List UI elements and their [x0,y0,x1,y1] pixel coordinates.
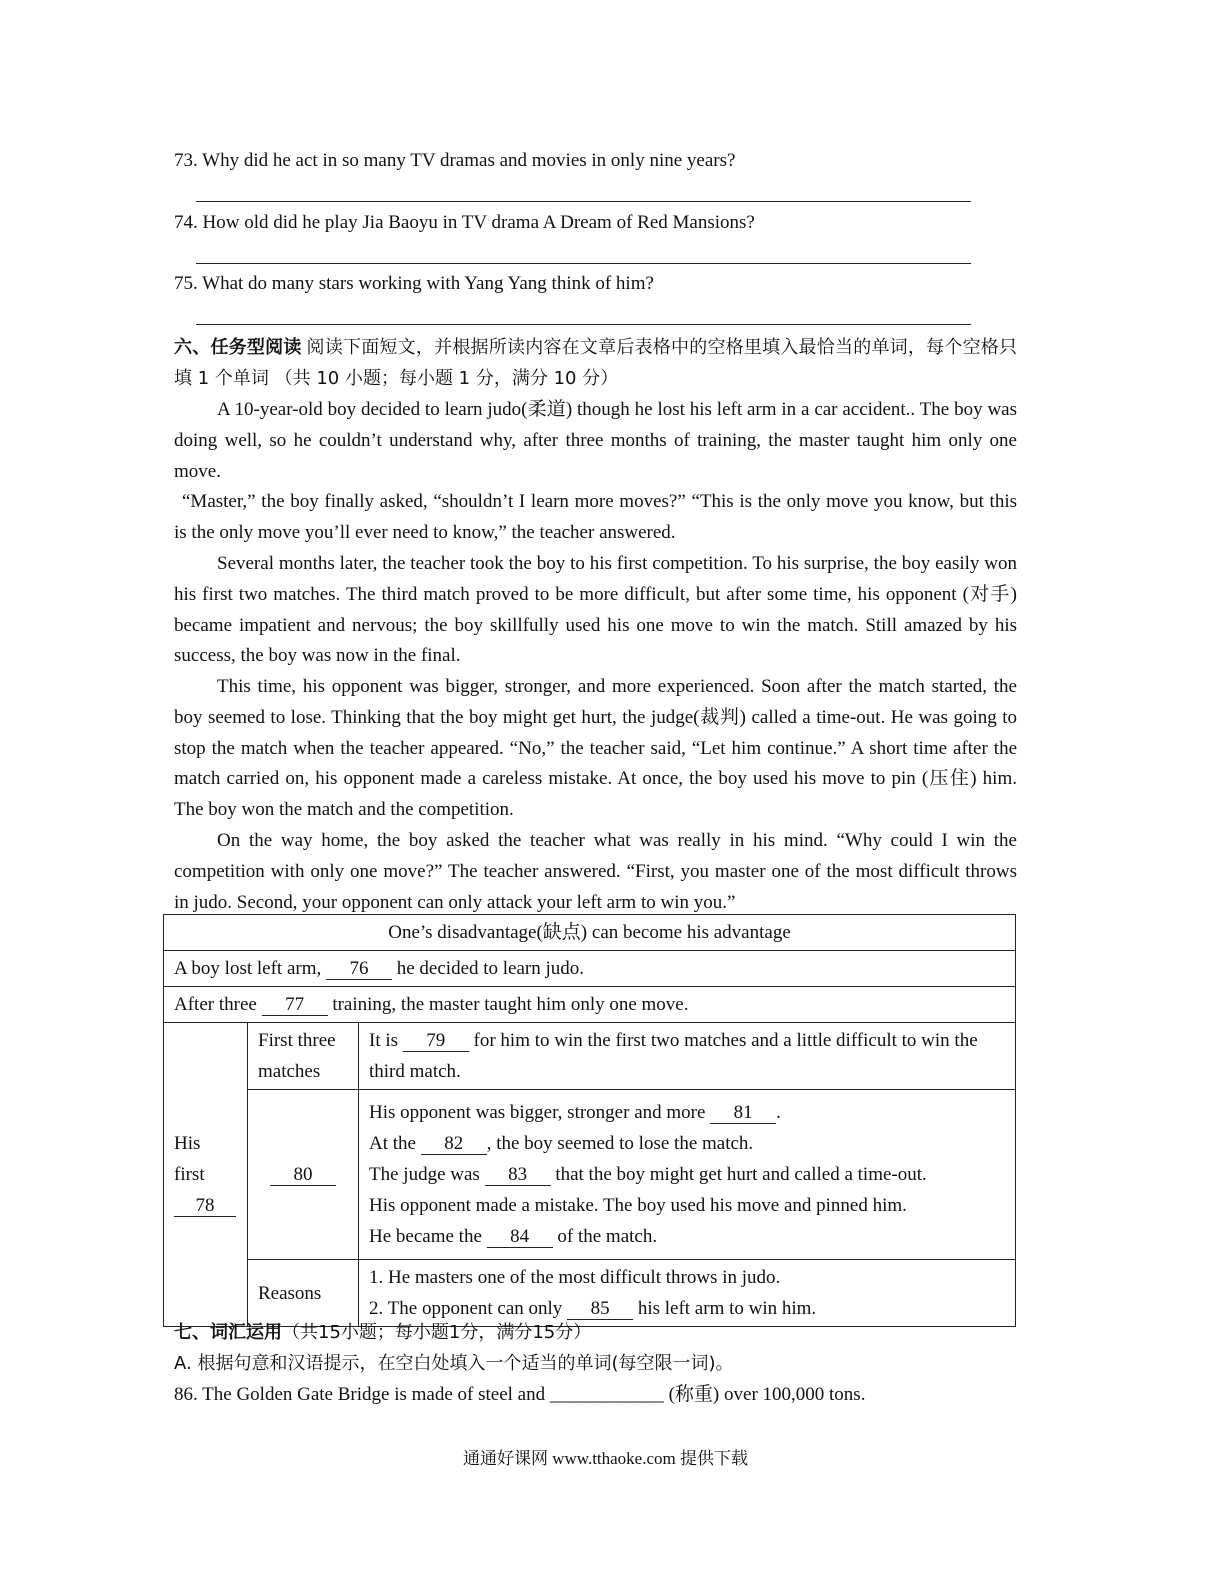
first-three-matches-cell [248,1023,359,1090]
blank-85[interactable]: 85 [567,1299,633,1320]
blank-76[interactable]: 76 [326,959,392,980]
table-header-row [164,915,1016,951]
blank-80[interactable]: 80 [270,1165,336,1186]
question-74: 74. How old did he play Jia Baoyu in TV drama A Dream of Red Mansions? [174,212,755,233]
q86-blank[interactable]: ____________ [549,1384,664,1405]
task-table [163,914,1016,1327]
his-first-cell [164,1023,248,1327]
passage-paragraph-1: A 10-year-old boy decided to learn judo(柔道) though he lost his left arm in a car accident.. The boy was doing well, so he couldn’t understand why, after three months of training, the master taught him only one move. [174,399,1017,482]
line-82-pre: At the [369,1133,416,1154]
line-84-pre: He became the [369,1226,482,1247]
final-line-82 [369,1128,1005,1159]
table-row [164,987,1016,1023]
section-6-instruction: 阅读下面短文，并根据所读内容在文章后表格中的空格里填入最恰当的单词，每个空格只填 1 个单词 （共 10 小题；每小题 1 分，满分 10 分） [174,337,1018,389]
first-three-label: First three [258,1030,336,1051]
passage-paragraph-3: Several months later, the teacher took the boy to his first competition. To his surprise, the boy easily won his first two matches. The third match proved to be more difficult, but after some time, his opponent (对手) became impatient and nervous; the boy skillfully used his one move to win the match. Still amazed by his success, the boy was now in the final. [174,553,1017,667]
question-73: 73. Why did he act in so many TV dramas and movies in only nine years? [174,150,736,171]
blank-78[interactable]: 78 [174,1196,236,1217]
matches-label: matches [258,1061,321,1082]
final-label-cell [248,1090,359,1260]
line-81-post: . [776,1102,781,1123]
table-header: One’s disadvantage(缺点) can become his advantage [164,915,1016,951]
answer-line-74 [196,263,971,264]
final-line-84 [369,1221,1005,1252]
reason-2-post: his left arm to win him. [637,1298,817,1319]
final-line-81 [369,1097,1005,1128]
table-row [164,1090,1016,1260]
section-6-heading [174,333,1017,395]
blank-84[interactable]: 84 [487,1227,553,1248]
part-a-instruction: A. 根据句意和汉语提示，在空白处填入一个适当的单词(每空限一词)。 [174,1353,734,1374]
table-row [164,1023,1016,1090]
reason-1: 1. He masters one of the most difficult throws in judo. [369,1267,781,1288]
passage-paragraph-2: “Master,” the boy finally asked, “shouldn’t I learn more moves?” “This is the only move you know, but this is the only move you’ll ever need to know,” the teacher answered. [174,491,1017,543]
row-76-post: he decided to learn judo. [396,958,585,979]
question-86 [174,1379,865,1406]
section-6-title: 六、任务型阅读 [174,337,302,358]
section-7-title: 七、词汇运用 [174,1322,282,1343]
line-83-pre: The judge was [369,1164,480,1185]
answer-line-73 [196,201,971,202]
his-label: His [174,1133,201,1154]
q86-pre: 86. The Golden Gate Bridge is made of steel and [174,1384,546,1405]
question-75: 75. What do many stars working with Yang Yang think of him? [174,273,654,294]
blank-81[interactable]: 81 [710,1103,776,1124]
table-row [164,951,1016,987]
table-row-77 [164,987,1016,1023]
blank-82[interactable]: 82 [421,1134,487,1155]
final-line-mistake: His opponent made a mistake. The boy used his move and pinned him. [369,1195,907,1216]
first-three-detail-cell [359,1023,1016,1090]
line-81-pre: His opponent was bigger, stronger and more [369,1102,706,1123]
section-7-heading [174,1318,591,1344]
q86-post: (称重) over 100,000 tons. [668,1384,866,1405]
line-84-post: of the match. [557,1226,658,1247]
row-76-pre: A boy lost left arm, [174,958,322,979]
answer-line-75 [196,324,971,325]
line-82-post: , the boy seemed to lose the match. [486,1133,754,1154]
blank-83[interactable]: 83 [485,1165,551,1186]
line-83-post: that the boy might get hurt and called a time-out. [555,1164,927,1185]
blank-79[interactable]: 79 [403,1031,469,1052]
passage-paragraph-4: This time, his opponent was bigger, stronger, and more experienced. Soon after the match started, the boy seemed to lose. Thinking that the boy might get hurt, the judge(裁判) called a time-out. He was going to stop the match when the teacher appeared. “No,” the teacher said, “Let him continue.” A short time after the match carried on, his opponent made a careless mistake. At once, the boy used his move to pin (压住) him. The boy won the match and the competition. [174,676,1017,821]
table-row-76 [164,951,1016,987]
row-79-pre: It is [369,1030,399,1051]
reasons-label-cell: Reasons [248,1260,359,1327]
passage-paragraph-5: On the way home, the boy asked the teacher what was really in his mind. “Why could I win the competition with only one move?” The teacher answered. “First, you master one of the most difficult throws in judo. Second, your opponent can only attack your left arm to win you.” [174,830,1017,913]
reason-2-pre: 2. The opponent can only [369,1298,563,1319]
table-row [164,1260,1016,1327]
reasons-detail-cell [359,1260,1016,1327]
footer: 通通好课网 www.tthaoke.com 提供下载 [462,1449,749,1468]
section-7-score: （共15小题；每小题1分，满分15分） [282,1322,592,1343]
row-79-post: for him to win the first two matches and a little difficult to win the third match. [369,1030,978,1082]
blank-77[interactable]: 77 [262,995,328,1016]
row-77-post: training, the master taught him only one move. [332,994,689,1015]
final-line-83 [369,1159,1005,1190]
row-77-pre: After three [174,994,257,1015]
final-detail-cell [359,1090,1016,1260]
first-label: first [174,1164,205,1185]
